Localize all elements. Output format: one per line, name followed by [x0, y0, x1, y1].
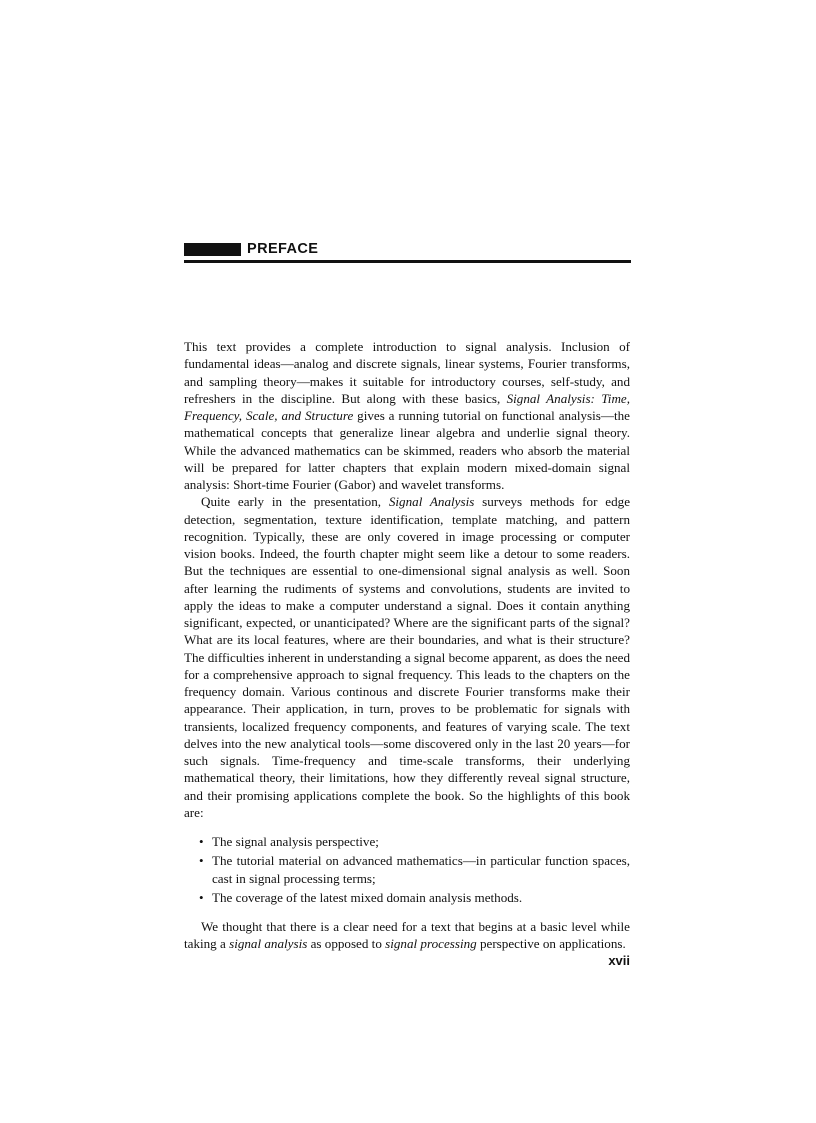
header-bar-decoration	[184, 243, 241, 256]
list-item	[199, 852, 630, 887]
page-number: xvii	[608, 953, 630, 968]
list-item	[199, 833, 630, 850]
bullet-icon: •	[199, 834, 204, 849]
paragraph-3	[184, 918, 630, 953]
list-item-text: The tutorial material on advanced mathematics—in particular function spaces, cast in signal processing terms;	[212, 853, 630, 886]
header-rule	[184, 260, 631, 263]
signal-analysis-emphasis: signal analysis	[229, 936, 308, 952]
signal-processing-emphasis: signal processing	[385, 936, 477, 952]
list-item-text: The coverage of the latest mixed domain analysis methods.	[212, 889, 523, 905]
paragraph-1	[184, 338, 630, 493]
highlights-list	[184, 833, 630, 906]
book-title-emphasis: Signal Analysis: Time, Frequency, Scale, and Structure	[184, 390, 630, 423]
paragraph-2-text-a: Quite early in the presentation,	[201, 494, 389, 510]
preface-body	[184, 338, 630, 953]
paragraph-2-text-b: surveys methods for edge detection, segmentation, texture identification, template matching, and pattern recognition. Typically, these are only covered in image processing or computer vision books. Indeed, the fourth chapter might seem like a detour to some readers. But the techniques are essential to one-dimensional signal analysis as well. Soon after learning the rudiments of systems and convolutions, students are invited to apply the ideas to make a computer understand a signal. Does it contain anything significant, expected, or unanticipated? Where are the significant parts of the signal? What are its local features, where are their boundaries, and what is their structure? The difficulties inherent in understanding a signal become apparent, as does the need for a comprehensive approach to signal frequency. This leads to the chapters on the frequency domain. Various continous and discrete Fourier transforms make their appearance. Their application, in turn, proves to be problematic for signals with transients, localized frequency components, and features of varying scale. The text delves into the new analytical tools—some discovered only in the last 20 years—for such signals. Time-frequency and time-scale transforms, their underlying mathematical theory, their limitations, how they differently reveal signal structure, and their promising applications complete the book. So the highlights of this book are:	[184, 494, 631, 820]
paragraph-2	[184, 493, 630, 821]
paragraph-1-text-b: gives a running tutorial on functional analysis—the mathematical concepts that generalize linear algebra and underlie signal theory. While the advanced mathematics can be skimmed, readers who absorb the material will be prepared for latter chapters that explain modern mixed-domain signal analysis: Short-time Fourier (Gabor) and wavelet transforms.	[184, 408, 630, 492]
paragraph-3-text-c: perspective on applications.	[476, 936, 626, 952]
bullet-icon: •	[199, 889, 204, 905]
bullet-icon: •	[199, 853, 204, 869]
paragraph-3-text-a: We thought that there is a clear need for a text that begins at a basic level while taking a	[184, 919, 630, 952]
list-item	[199, 889, 630, 906]
section-header	[184, 240, 631, 264]
paragraph-1-text-a: This text provides a complete introduction to signal analysis. Inclusion of fundamental ideas—analog and discrete signals, linear systems, Fourier transforms, and sampling theory—makes it suitable for introductory courses, self-study, and refreshers in the discipline. But along with these basics,	[184, 339, 630, 406]
book-short-title-emphasis: Signal Analysis	[388, 494, 475, 510]
paragraph-3-text-b: as opposed to	[307, 936, 386, 952]
list-item-text: The signal analysis perspective;	[212, 834, 379, 849]
page-title: PREFACE	[247, 241, 319, 257]
